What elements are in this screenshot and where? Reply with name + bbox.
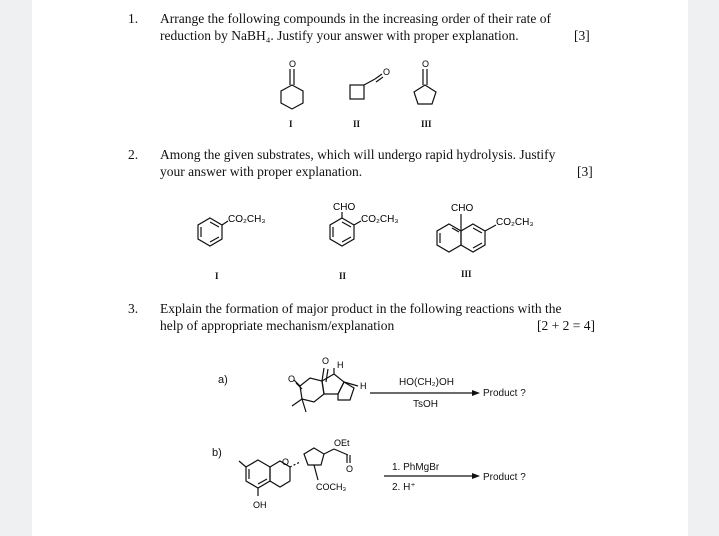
reaction-b-product: Product ? xyxy=(483,472,526,483)
reaction-b-label: b) xyxy=(212,447,222,459)
reaction-a-oxygen-1: O xyxy=(322,356,330,366)
question-1-line-1: Arrange the following compounds in the increasing order of their rate of xyxy=(160,11,551,26)
q2-aldehyde-group: CHO xyxy=(333,202,356,213)
q1-label-3: III xyxy=(421,119,432,129)
question-2-line-1: Among the given substrates, which will undergo rapid hydrolysis. Justify xyxy=(160,147,556,162)
question-1-line-2: reduction by NaBH₄. Justify your answer with proper explanation. xyxy=(160,28,519,43)
reaction-b-reagent-1: 1. PhMgBr xyxy=(392,462,440,473)
reaction-a-label: a) xyxy=(218,374,228,386)
question-2-number: 2. xyxy=(128,147,139,162)
reaction-a-product: Product ? xyxy=(483,388,526,399)
reaction-a-hydrogen-1: H xyxy=(337,360,344,370)
reaction-a-tricyclic-diketone xyxy=(288,354,378,419)
q1-compound-3-cyclopentanone xyxy=(409,58,459,118)
reaction-b-carbonyl-oxygen: O xyxy=(346,464,354,474)
reaction-b-reagent-2: 2. H⁺ xyxy=(392,482,416,493)
q1-label-2: II xyxy=(353,119,361,129)
question-3-marks: [2 + 2 = 4] xyxy=(537,318,595,333)
q1-compound-1-cyclohexanone xyxy=(275,58,325,118)
reaction-a-oxygen-2: O xyxy=(288,374,296,384)
reaction-a-reagent-top: HO(CH₂)OH xyxy=(399,377,454,388)
reaction-a-hydrogen-2: H xyxy=(360,381,367,391)
q1-oxygen-atom: O xyxy=(422,59,430,69)
question-paper-page xyxy=(32,0,688,536)
reaction-a-reagent-bottom: TsOH xyxy=(413,399,438,410)
q2-ester-group: CO₂CH₃ xyxy=(496,217,534,228)
q2-ester-group: CO₂CH₃ xyxy=(228,214,266,225)
q2-label-2: II xyxy=(339,271,347,281)
question-1-marks: [3] xyxy=(574,28,590,43)
reaction-a-arrow xyxy=(370,389,490,399)
q1-compound-2-cyclobutyl-aldehyde xyxy=(342,68,402,118)
q2-label-1: I xyxy=(215,271,219,281)
q2-compound-2-formyl-ester xyxy=(317,200,427,260)
q2-ester-group: CO₂CH₃ xyxy=(361,214,399,225)
question-2-marks: [3] xyxy=(577,164,593,179)
q1-oxygen-atom: O xyxy=(383,67,391,77)
question-3-number: 3. xyxy=(128,301,139,316)
q2-label-3: III xyxy=(461,269,472,279)
q1-oxygen-atom: O xyxy=(289,59,297,69)
question-1-number: 1. xyxy=(128,11,139,26)
reaction-b-acetyl: COCH₃ xyxy=(316,482,347,492)
reaction-b-chromanol-ketoester xyxy=(234,432,384,517)
q2-aldehyde-group: CHO xyxy=(451,203,474,214)
reaction-b-hydroxyl: OH xyxy=(253,500,267,510)
question-2-line-2: your answer with proper explanation. xyxy=(160,164,363,179)
reaction-b-ring-oxygen: O xyxy=(282,457,290,467)
q1-label-1: I xyxy=(289,119,293,129)
q2-compound-3-naphthyl-ester xyxy=(432,200,562,260)
question-3-line-1: Explain the formation of major product in the following reactions with the xyxy=(160,301,562,316)
reaction-b-ethoxy: OEt xyxy=(334,438,350,448)
q2-compound-1-methyl-phenylacetate xyxy=(190,208,300,258)
question-3-line-2: help of appropriate mechanism/explanation xyxy=(160,318,395,333)
